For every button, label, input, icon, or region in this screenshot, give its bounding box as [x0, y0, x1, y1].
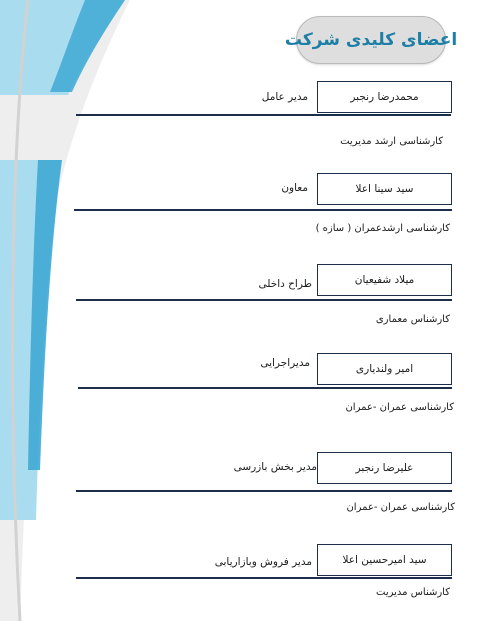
- member-name: میلاد شفیعیان: [354, 274, 415, 286]
- divider-line: [76, 577, 452, 579]
- member-name: محمدرضا رنجبر: [350, 91, 419, 103]
- member-role: مدیر عامل: [261, 91, 308, 103]
- member-name: علیرضا رنجبر: [355, 462, 414, 474]
- member-name-box: [317, 173, 452, 205]
- member-name-box: [317, 452, 452, 484]
- member-name-box: [317, 264, 452, 296]
- member-degree: کارشناسی ارشدعمران ( سازه ): [315, 223, 450, 234]
- member-role: مدیراجرایی: [260, 357, 310, 369]
- member-role: معاون: [281, 182, 308, 194]
- member-degree: کارشناس مدیریت: [376, 587, 450, 598]
- divider-line: [76, 114, 451, 116]
- page-title: اعضای کلیدی شرکت: [284, 30, 458, 50]
- member-degree: کارشناسی عمران -عمران: [346, 502, 455, 513]
- member-degree: کارشناسی عمران -عمران: [345, 402, 454, 413]
- member-name-box: [317, 353, 452, 385]
- divider-line: [74, 209, 452, 211]
- member-role: مدیر فروش وبازاریابی: [214, 556, 312, 568]
- member-name: امیر ولندیاری: [355, 363, 414, 375]
- member-name: سید امیرحسین اعلا: [342, 554, 427, 566]
- member-degree: کارشناس معماری: [375, 314, 450, 325]
- member-role: مدیر بخش بازرسی: [233, 461, 317, 473]
- divider-line: [76, 490, 452, 492]
- decorative-swoosh: [0, 0, 200, 621]
- member-role: طراح داخلی: [258, 278, 312, 290]
- member-name-box: [317, 544, 452, 576]
- member-degree: کارشناسی ارشد مدیریت: [340, 136, 443, 147]
- divider-line: [76, 299, 452, 301]
- member-name: سید سینا اعلا: [355, 183, 414, 195]
- divider-line: [78, 387, 452, 389]
- member-name-box: [317, 81, 452, 113]
- page-title-pill: [284, 16, 458, 64]
